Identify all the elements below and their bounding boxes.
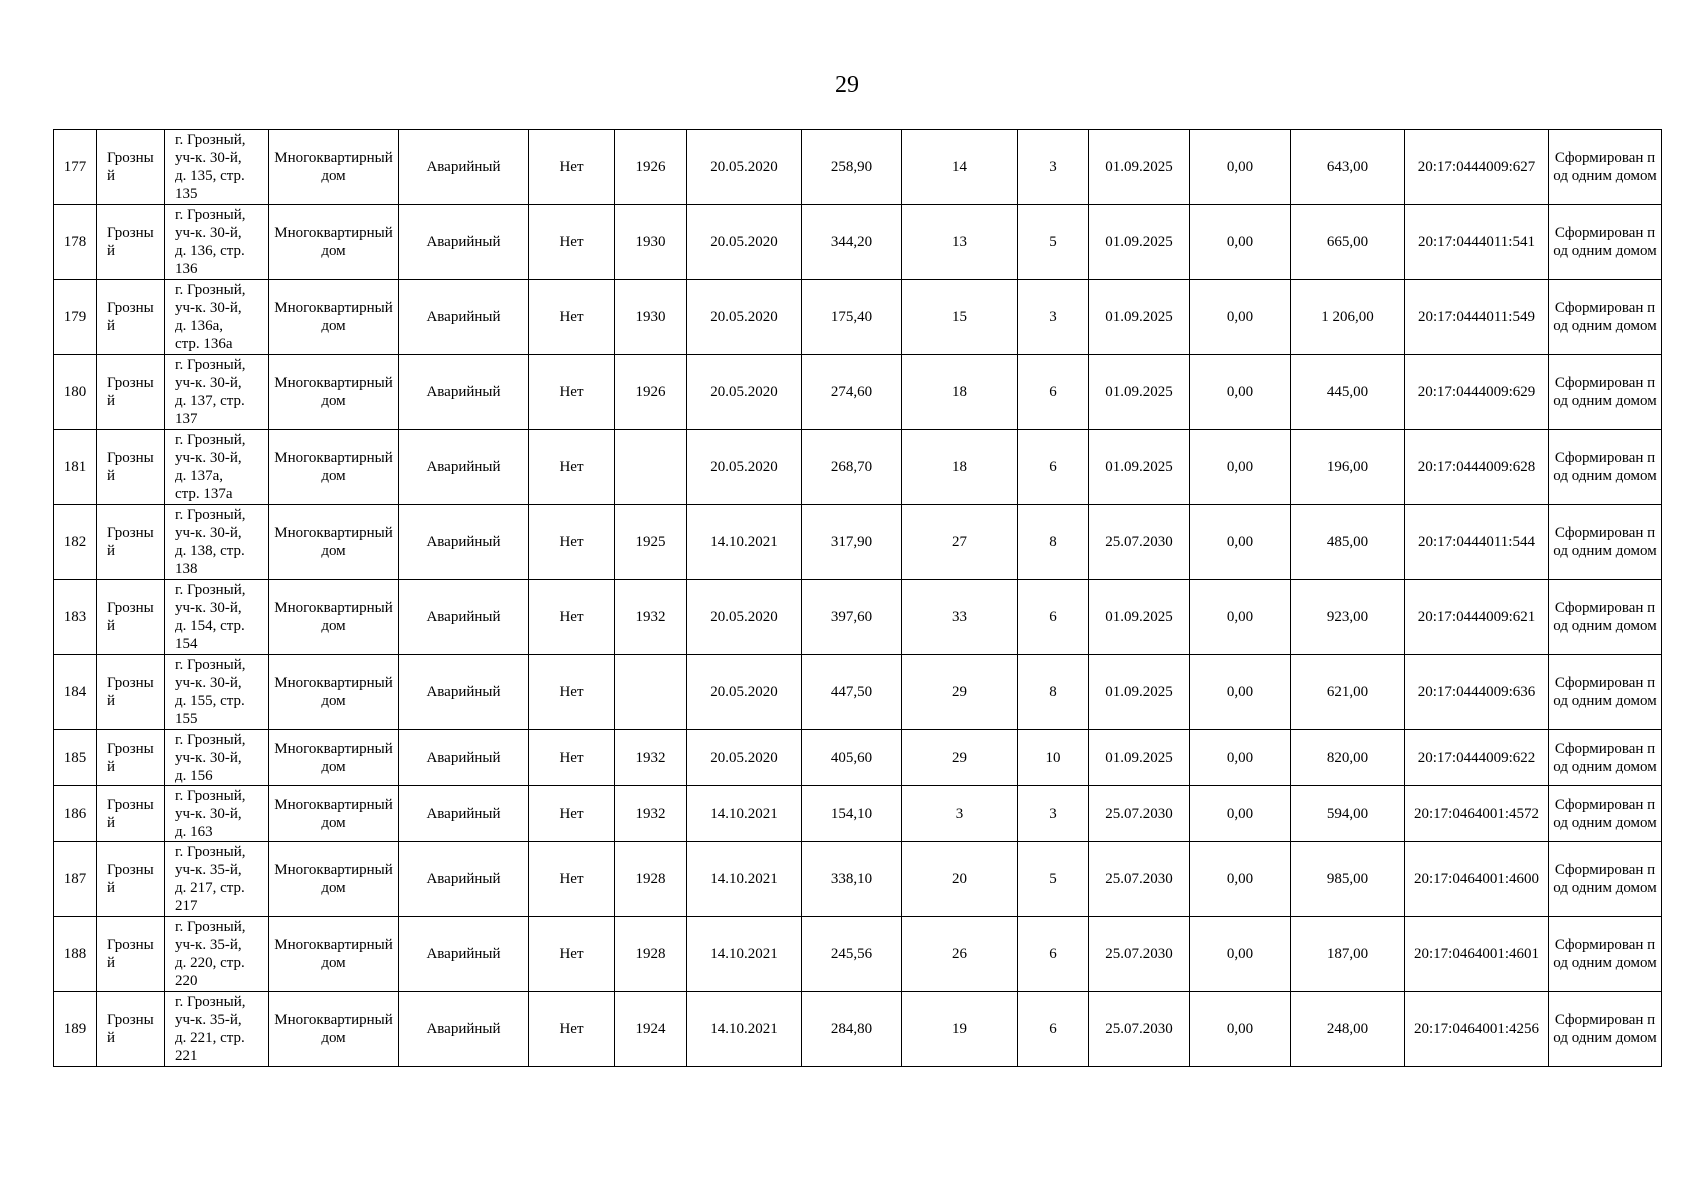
value-b-cell: 248,00 bbox=[1291, 992, 1405, 1067]
count-a-cell: 14 bbox=[902, 130, 1018, 205]
land-plot-note-cell: Сформирован под одним домом bbox=[1549, 655, 1662, 730]
planned-date-cell: 25.07.2030 bbox=[1089, 917, 1190, 992]
build-year-cell: 1930 bbox=[615, 280, 687, 355]
flag-cell: Нет bbox=[529, 842, 615, 917]
condition-cell: Аварийный bbox=[399, 730, 529, 786]
value-b-cell: 485,00 bbox=[1291, 505, 1405, 580]
row-number-cell: 180 bbox=[54, 355, 97, 430]
flag-cell: Нет bbox=[529, 655, 615, 730]
cadastral-number-cell: 20:17:0464001:4601 bbox=[1405, 917, 1549, 992]
cadastral-number-cell: 20:17:0444009:636 bbox=[1405, 655, 1549, 730]
planned-date-cell: 01.09.2025 bbox=[1089, 430, 1190, 505]
planned-date-cell: 01.09.2025 bbox=[1089, 730, 1190, 786]
address-line: г. Грозный, bbox=[175, 844, 246, 860]
recognition-date-cell: 20.05.2020 bbox=[687, 130, 802, 205]
value-a-cell: 0,00 bbox=[1190, 355, 1291, 430]
building-type-cell: Многоквартирный дом bbox=[269, 917, 399, 992]
address-line: уч-к. 35-й, bbox=[175, 937, 242, 953]
count-b-cell: 6 bbox=[1018, 355, 1089, 430]
address-line: д. 137а, bbox=[175, 468, 224, 484]
recognition-date-cell: 20.05.2020 bbox=[687, 655, 802, 730]
land-plot-note-cell: Сформирован под одним домом bbox=[1549, 355, 1662, 430]
cadastral-number-cell: 20:17:0464001:4600 bbox=[1405, 842, 1549, 917]
housing-register-table bbox=[53, 129, 1662, 1067]
building-type-cell: Многоквартирный дом bbox=[269, 430, 399, 505]
flag-cell: Нет bbox=[529, 355, 615, 430]
area-cell: 268,70 bbox=[802, 430, 902, 505]
flag-cell: Нет bbox=[529, 992, 615, 1067]
address-line: 155 bbox=[175, 711, 198, 727]
address-line: д. 220, стр. bbox=[175, 955, 245, 971]
condition-cell: Аварийный bbox=[399, 580, 529, 655]
value-a-cell: 0,00 bbox=[1190, 786, 1291, 842]
address-line: 135 bbox=[175, 186, 198, 202]
count-b-cell: 8 bbox=[1018, 505, 1089, 580]
land-plot-note-cell: Сформирован под одним домом bbox=[1549, 130, 1662, 205]
flag-cell: Нет bbox=[529, 917, 615, 992]
address-line: стр. 137а bbox=[175, 486, 233, 502]
build-year-cell: 1928 bbox=[615, 842, 687, 917]
condition-cell: Аварийный bbox=[399, 655, 529, 730]
build-year-cell bbox=[615, 430, 687, 505]
count-a-cell: 26 bbox=[902, 917, 1018, 992]
building-type-cell: Многоквартирный дом bbox=[269, 730, 399, 786]
address-line: 138 bbox=[175, 561, 198, 577]
row-number-cell: 183 bbox=[54, 580, 97, 655]
address-cell bbox=[165, 430, 269, 505]
value-b-cell: 643,00 bbox=[1291, 130, 1405, 205]
count-b-cell: 6 bbox=[1018, 580, 1089, 655]
recognition-date-cell: 20.05.2020 bbox=[687, 580, 802, 655]
land-plot-note-cell: Сформирован под одним домом bbox=[1549, 505, 1662, 580]
address-line: г. Грозный, bbox=[175, 787, 246, 804]
address-line: г. Грозный, bbox=[175, 207, 246, 223]
condition-cell: Аварийный bbox=[399, 355, 529, 430]
address-line: 136 bbox=[175, 261, 198, 277]
building-type-cell: Многоквартирный дом bbox=[269, 130, 399, 205]
address-line: уч-к. 30-й, bbox=[175, 150, 242, 166]
address-line: уч-к. 30-й, bbox=[175, 300, 242, 316]
value-a-cell: 0,00 bbox=[1190, 730, 1291, 786]
cadastral-number-cell: 20:17:0444009:628 bbox=[1405, 430, 1549, 505]
land-plot-note-cell: Сформирован под одним домом bbox=[1549, 580, 1662, 655]
address-line: уч-к. 35-й, bbox=[175, 1012, 242, 1028]
table-row bbox=[54, 505, 1662, 580]
value-a-cell: 0,00 bbox=[1190, 205, 1291, 280]
value-a-cell: 0,00 bbox=[1190, 280, 1291, 355]
flag-cell: Нет bbox=[529, 205, 615, 280]
flag-cell: Нет bbox=[529, 505, 615, 580]
value-b-cell: 923,00 bbox=[1291, 580, 1405, 655]
table-row bbox=[54, 842, 1662, 917]
row-number-cell: 177 bbox=[54, 130, 97, 205]
count-a-cell: 29 bbox=[902, 655, 1018, 730]
planned-date-cell: 01.09.2025 bbox=[1089, 355, 1190, 430]
address-cell bbox=[165, 580, 269, 655]
value-a-cell: 0,00 bbox=[1190, 130, 1291, 205]
value-b-cell: 196,00 bbox=[1291, 430, 1405, 505]
row-number-cell: 187 bbox=[54, 842, 97, 917]
address-line: д. 137, стр. bbox=[175, 393, 245, 409]
table-row bbox=[54, 280, 1662, 355]
cadastral-number-cell: 20:17:0464001:4572 bbox=[1405, 786, 1549, 842]
recognition-date-cell: 14.10.2021 bbox=[687, 786, 802, 842]
address-line: г. Грозный, bbox=[175, 132, 246, 148]
address-cell bbox=[165, 205, 269, 280]
address-line: 154 bbox=[175, 636, 198, 652]
table-row bbox=[54, 730, 1662, 786]
flag-cell: Нет bbox=[529, 786, 615, 842]
value-b-cell: 665,00 bbox=[1291, 205, 1405, 280]
count-b-cell: 10 bbox=[1018, 730, 1089, 786]
address-line: уч-к. 30-й, bbox=[175, 600, 242, 616]
cadastral-number-cell: 20:17:0444009:621 bbox=[1405, 580, 1549, 655]
locality-cell: Грозный bbox=[97, 205, 165, 280]
build-year-cell bbox=[615, 655, 687, 730]
building-type-cell: Многоквартирный дом bbox=[269, 355, 399, 430]
planned-date-cell: 25.07.2030 bbox=[1089, 842, 1190, 917]
count-a-cell: 3 bbox=[902, 786, 1018, 842]
count-b-cell: 6 bbox=[1018, 430, 1089, 505]
recognition-date-cell: 14.10.2021 bbox=[687, 992, 802, 1067]
address-line: г. Грозный, bbox=[175, 357, 246, 373]
area-cell: 338,10 bbox=[802, 842, 902, 917]
cadastral-number-cell: 20:17:0444009:629 bbox=[1405, 355, 1549, 430]
land-plot-note-cell: Сформирован под одним домом bbox=[1549, 730, 1662, 786]
value-a-cell: 0,00 bbox=[1190, 992, 1291, 1067]
value-a-cell: 0,00 bbox=[1190, 842, 1291, 917]
build-year-cell: 1932 bbox=[615, 730, 687, 786]
planned-date-cell: 01.09.2025 bbox=[1089, 130, 1190, 205]
row-number-cell: 188 bbox=[54, 917, 97, 992]
flag-cell: Нет bbox=[529, 280, 615, 355]
count-a-cell: 19 bbox=[902, 992, 1018, 1067]
build-year-cell: 1932 bbox=[615, 786, 687, 842]
condition-cell: Аварийный bbox=[399, 430, 529, 505]
page-number: 29 bbox=[835, 72, 859, 98]
planned-date-cell: 25.07.2030 bbox=[1089, 505, 1190, 580]
value-b-cell: 985,00 bbox=[1291, 842, 1405, 917]
address-line: уч-к. 30-й, bbox=[175, 225, 242, 241]
table-row bbox=[54, 786, 1662, 842]
locality-cell: Грозный bbox=[97, 430, 165, 505]
condition-cell: Аварийный bbox=[399, 842, 529, 917]
area-cell: 245,56 bbox=[802, 917, 902, 992]
address-line: г. Грозный, bbox=[175, 582, 246, 598]
locality-cell: Грозный bbox=[97, 505, 165, 580]
address-line: д. 155, стр. bbox=[175, 693, 245, 709]
address-line: г. Грозный, bbox=[175, 994, 246, 1010]
address-line: 137 bbox=[175, 411, 198, 427]
address-line: г. Грозный, bbox=[175, 731, 246, 748]
count-a-cell: 29 bbox=[902, 730, 1018, 786]
count-b-cell: 6 bbox=[1018, 917, 1089, 992]
recognition-date-cell: 14.10.2021 bbox=[687, 842, 802, 917]
value-b-cell: 621,00 bbox=[1291, 655, 1405, 730]
count-a-cell: 33 bbox=[902, 580, 1018, 655]
planned-date-cell: 01.09.2025 bbox=[1089, 655, 1190, 730]
row-number-cell: 184 bbox=[54, 655, 97, 730]
table-row bbox=[54, 205, 1662, 280]
condition-cell: Аварийный bbox=[399, 917, 529, 992]
address-line: уч-к. 30-й, bbox=[175, 749, 242, 766]
address-line: г. Грозный, bbox=[175, 657, 246, 673]
row-number-cell: 179 bbox=[54, 280, 97, 355]
count-a-cell: 27 bbox=[902, 505, 1018, 580]
address-line: г. Грозный, bbox=[175, 432, 246, 448]
cadastral-number-cell: 20:17:0444011:541 bbox=[1405, 205, 1549, 280]
address-line: д. 136а, bbox=[175, 318, 224, 334]
address-line: 220 bbox=[175, 973, 198, 989]
condition-cell: Аварийный bbox=[399, 992, 529, 1067]
cadastral-number-cell: 20:17:0464001:4256 bbox=[1405, 992, 1549, 1067]
value-a-cell: 0,00 bbox=[1190, 505, 1291, 580]
area-cell: 317,90 bbox=[802, 505, 902, 580]
value-b-cell: 187,00 bbox=[1291, 917, 1405, 992]
recognition-date-cell: 14.10.2021 bbox=[687, 917, 802, 992]
condition-cell: Аварийный bbox=[399, 505, 529, 580]
build-year-cell: 1928 bbox=[615, 917, 687, 992]
cadastral-number-cell: 20:17:0444011:549 bbox=[1405, 280, 1549, 355]
count-a-cell: 18 bbox=[902, 355, 1018, 430]
value-b-cell: 445,00 bbox=[1291, 355, 1405, 430]
row-number-cell: 186 bbox=[54, 786, 97, 842]
address-line: г. Грозный, bbox=[175, 919, 246, 935]
planned-date-cell: 25.07.2030 bbox=[1089, 786, 1190, 842]
locality-cell: Грозный bbox=[97, 730, 165, 786]
row-number-cell: 189 bbox=[54, 992, 97, 1067]
address-cell bbox=[165, 917, 269, 992]
building-type-cell: Многоквартирный дом bbox=[269, 786, 399, 842]
area-cell: 258,90 bbox=[802, 130, 902, 205]
recognition-date-cell: 20.05.2020 bbox=[687, 730, 802, 786]
table-row bbox=[54, 992, 1662, 1067]
building-type-cell: Многоквартирный дом bbox=[269, 655, 399, 730]
area-cell: 405,60 bbox=[802, 730, 902, 786]
build-year-cell: 1932 bbox=[615, 580, 687, 655]
value-b-cell: 820,00 bbox=[1291, 730, 1405, 786]
table-body bbox=[54, 130, 1662, 1067]
locality-cell: Грозный bbox=[97, 580, 165, 655]
locality-cell: Грозный bbox=[97, 355, 165, 430]
value-a-cell: 0,00 bbox=[1190, 655, 1291, 730]
building-type-cell: Многоквартирный дом bbox=[269, 280, 399, 355]
address-line: уч-к. 35-й, bbox=[175, 862, 242, 878]
land-plot-note-cell: Сформирован под одним домом bbox=[1549, 917, 1662, 992]
cadastral-number-cell: 20:17:0444009:622 bbox=[1405, 730, 1549, 786]
recognition-date-cell: 20.05.2020 bbox=[687, 355, 802, 430]
row-number-cell: 181 bbox=[54, 430, 97, 505]
table-row bbox=[54, 580, 1662, 655]
address-cell bbox=[165, 130, 269, 205]
address-line: уч-к. 30-й, bbox=[175, 450, 242, 466]
condition-cell: Аварийный bbox=[399, 130, 529, 205]
area-cell: 154,10 bbox=[802, 786, 902, 842]
build-year-cell: 1926 bbox=[615, 355, 687, 430]
building-type-cell: Многоквартирный дом bbox=[269, 205, 399, 280]
count-b-cell: 3 bbox=[1018, 130, 1089, 205]
locality-cell: Грозный bbox=[97, 655, 165, 730]
row-number-cell: 182 bbox=[54, 505, 97, 580]
address-line: г. Грозный, bbox=[175, 282, 246, 298]
address-line: д. 163 bbox=[175, 823, 213, 840]
address-cell bbox=[165, 786, 269, 842]
condition-cell: Аварийный bbox=[399, 205, 529, 280]
count-b-cell: 3 bbox=[1018, 280, 1089, 355]
address-cell bbox=[165, 280, 269, 355]
building-type-cell: Многоквартирный дом bbox=[269, 842, 399, 917]
address-line: 221 bbox=[175, 1048, 198, 1064]
count-a-cell: 18 bbox=[902, 430, 1018, 505]
count-a-cell: 15 bbox=[902, 280, 1018, 355]
locality-cell: Грозный bbox=[97, 786, 165, 842]
flag-cell: Нет bbox=[529, 580, 615, 655]
recognition-date-cell: 14.10.2021 bbox=[687, 505, 802, 580]
count-b-cell: 6 bbox=[1018, 992, 1089, 1067]
locality-cell: Грозный bbox=[97, 130, 165, 205]
address-line: д. 135, стр. bbox=[175, 168, 245, 184]
recognition-date-cell: 20.05.2020 bbox=[687, 430, 802, 505]
land-plot-note-cell: Сформирован под одним домом bbox=[1549, 786, 1662, 842]
cadastral-number-cell: 20:17:0444009:627 bbox=[1405, 130, 1549, 205]
condition-cell: Аварийный bbox=[399, 786, 529, 842]
locality-cell: Грозный bbox=[97, 842, 165, 917]
address-line: д. 136, стр. bbox=[175, 243, 245, 259]
table-row bbox=[54, 917, 1662, 992]
build-year-cell: 1930 bbox=[615, 205, 687, 280]
flag-cell: Нет bbox=[529, 730, 615, 786]
cadastral-number-cell: 20:17:0444011:544 bbox=[1405, 505, 1549, 580]
area-cell: 274,60 bbox=[802, 355, 902, 430]
build-year-cell: 1924 bbox=[615, 992, 687, 1067]
value-a-cell: 0,00 bbox=[1190, 917, 1291, 992]
land-plot-note-cell: Сформирован под одним домом bbox=[1549, 430, 1662, 505]
count-b-cell: 5 bbox=[1018, 205, 1089, 280]
address-cell bbox=[165, 655, 269, 730]
table-row bbox=[54, 430, 1662, 505]
table-row bbox=[54, 655, 1662, 730]
area-cell: 447,50 bbox=[802, 655, 902, 730]
row-number-cell: 185 bbox=[54, 730, 97, 786]
recognition-date-cell: 20.05.2020 bbox=[687, 205, 802, 280]
land-plot-note-cell: Сформирован под одним домом bbox=[1549, 992, 1662, 1067]
flag-cell: Нет bbox=[529, 130, 615, 205]
address-line: г. Грозный, bbox=[175, 507, 246, 523]
value-a-cell: 0,00 bbox=[1190, 430, 1291, 505]
address-line: д. 156 bbox=[175, 767, 213, 784]
address-line: д. 217, стр. bbox=[175, 880, 245, 896]
count-b-cell: 8 bbox=[1018, 655, 1089, 730]
building-type-cell: Многоквартирный дом bbox=[269, 505, 399, 580]
recognition-date-cell: 20.05.2020 bbox=[687, 280, 802, 355]
address-cell bbox=[165, 505, 269, 580]
table-row bbox=[54, 130, 1662, 205]
count-b-cell: 3 bbox=[1018, 786, 1089, 842]
building-type-cell: Многоквартирный дом bbox=[269, 992, 399, 1067]
planned-date-cell: 01.09.2025 bbox=[1089, 580, 1190, 655]
address-cell bbox=[165, 992, 269, 1067]
address-line: стр. 136а bbox=[175, 336, 233, 352]
planned-date-cell: 25.07.2030 bbox=[1089, 992, 1190, 1067]
area-cell: 397,60 bbox=[802, 580, 902, 655]
address-cell bbox=[165, 842, 269, 917]
address-line: уч-к. 30-й, bbox=[175, 375, 242, 391]
address-line: 217 bbox=[175, 898, 198, 914]
count-a-cell: 13 bbox=[902, 205, 1018, 280]
area-cell: 344,20 bbox=[802, 205, 902, 280]
locality-cell: Грозный bbox=[97, 280, 165, 355]
condition-cell: Аварийный bbox=[399, 280, 529, 355]
land-plot-note-cell: Сформирован под одним домом bbox=[1549, 280, 1662, 355]
value-a-cell: 0,00 bbox=[1190, 580, 1291, 655]
area-cell: 175,40 bbox=[802, 280, 902, 355]
planned-date-cell: 01.09.2025 bbox=[1089, 205, 1190, 280]
address-cell bbox=[165, 730, 269, 786]
count-b-cell: 5 bbox=[1018, 842, 1089, 917]
address-line: д. 221, стр. bbox=[175, 1030, 245, 1046]
value-b-cell: 1 206,00 bbox=[1291, 280, 1405, 355]
count-a-cell: 20 bbox=[902, 842, 1018, 917]
planned-date-cell: 01.09.2025 bbox=[1089, 280, 1190, 355]
address-line: д. 154, стр. bbox=[175, 618, 245, 634]
land-plot-note-cell: Сформирован под одним домом bbox=[1549, 842, 1662, 917]
address-line: уч-к. 30-й, bbox=[175, 675, 242, 691]
building-type-cell: Многоквартирный дом bbox=[269, 580, 399, 655]
build-year-cell: 1926 bbox=[615, 130, 687, 205]
land-plot-note-cell: Сформирован под одним домом bbox=[1549, 205, 1662, 280]
locality-cell: Грозный bbox=[97, 992, 165, 1067]
build-year-cell: 1925 bbox=[615, 505, 687, 580]
address-line: д. 138, стр. bbox=[175, 543, 245, 559]
locality-cell: Грозный bbox=[97, 917, 165, 992]
flag-cell: Нет bbox=[529, 430, 615, 505]
row-number-cell: 178 bbox=[54, 205, 97, 280]
table-row bbox=[54, 355, 1662, 430]
address-line: уч-к. 30-й, bbox=[175, 805, 242, 822]
value-b-cell: 594,00 bbox=[1291, 786, 1405, 842]
address-line: уч-к. 30-й, bbox=[175, 525, 242, 541]
address-cell bbox=[165, 355, 269, 430]
area-cell: 284,80 bbox=[802, 992, 902, 1067]
